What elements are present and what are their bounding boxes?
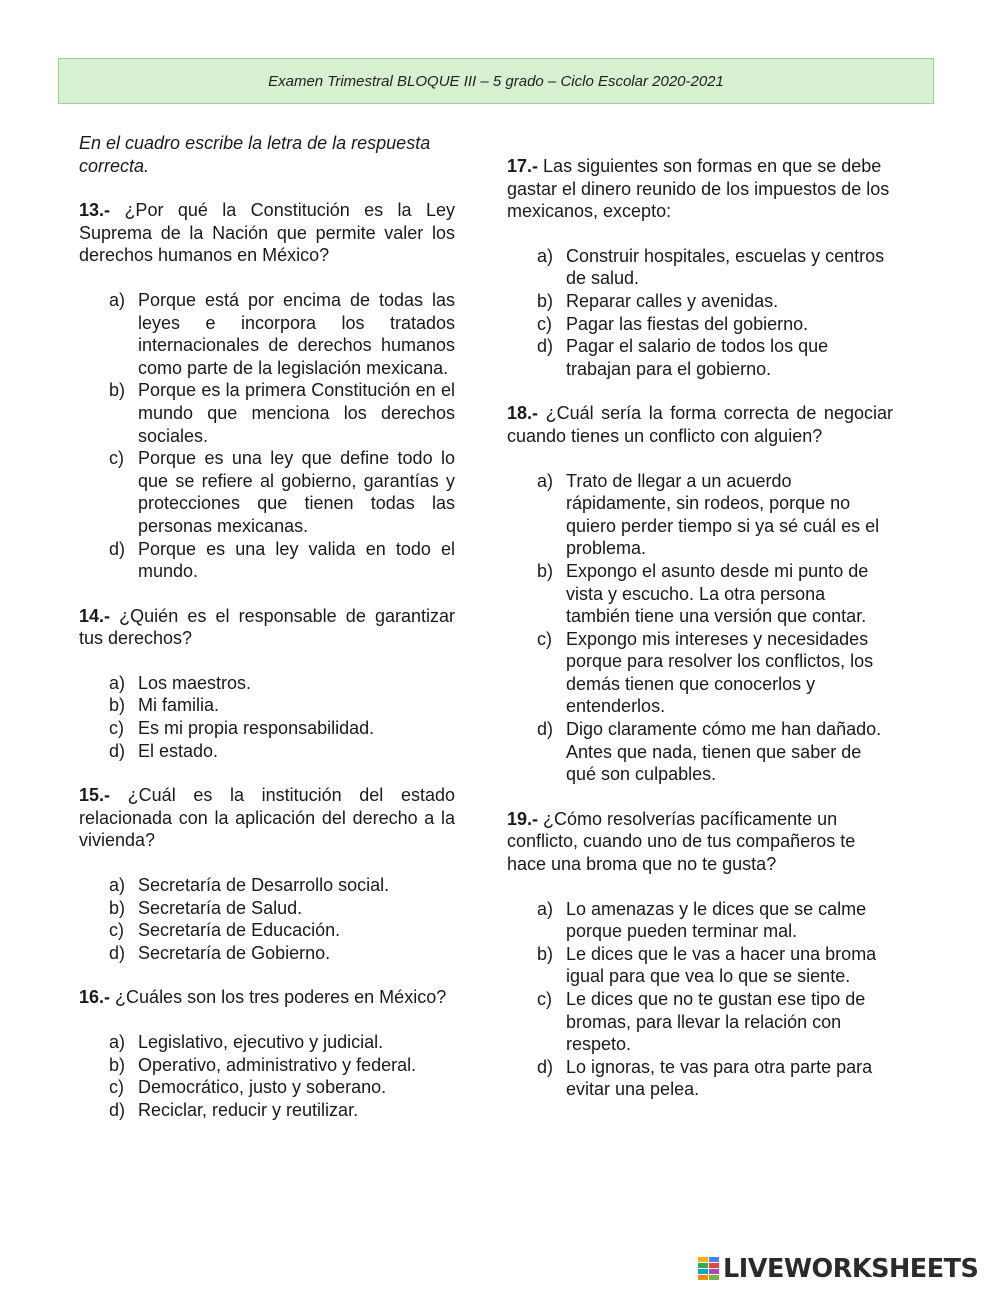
question-18 xyxy=(507,402,893,786)
option-c: c) Expongo mis intereses y necesidades porque para resolver los conflictos, los demás tienen que conocerlos y entenderlos. xyxy=(537,628,874,717)
question-text: ¿Cómo resolverías pacíficamente un conflicto, cuando uno de tus compañeros te hace una broma que no te gusta? xyxy=(507,808,856,875)
exam-title: Examen Trimestral BLOQUE III – 5 grado – Ciclo Escolar 2020-2021 xyxy=(268,72,724,90)
question-number: 19.- xyxy=(507,808,539,829)
option-a: a) Lo amenazas y le dices que se calme porque pueden terminar mal. xyxy=(537,898,867,942)
question-text: Las siguientes son formas en que se debe gastar el dinero reunido de los impuestos de los mexicanos, excepto: xyxy=(507,156,890,222)
options-list xyxy=(507,470,893,786)
liveworksheets-logo-text: LIVEWORKSHEETS xyxy=(723,1254,979,1284)
option-d: d) Reciclar, reducir y reutilizar. xyxy=(109,1099,359,1120)
question-text: ¿Cuál es la institución del estado relacionada con la aplicación del derecho a la vivienda? xyxy=(79,785,455,851)
options-list xyxy=(507,245,893,381)
option-a: a) Trato de llegar a un acuerdo rápidamente, sin rodeos, porque no quiero perder tiempo si ya sé cuál es el problema. xyxy=(537,470,880,559)
option-b: b) Operativo, administrativo y federal. xyxy=(109,1054,417,1075)
question-15 xyxy=(79,784,455,964)
question-19 xyxy=(507,808,893,1101)
question-number: 13.- xyxy=(79,200,111,221)
option-d: d) Secretaría de Gobierno. xyxy=(109,942,331,963)
options-list xyxy=(79,874,455,964)
question-number: 17.- xyxy=(507,156,539,176)
option-a: a) Secretaría de Desarrollo social. xyxy=(109,875,390,896)
option-a: a) Construir hospitales, escuelas y centros de salud. xyxy=(537,245,885,289)
question-16 xyxy=(79,986,455,1121)
question-number: 14.- xyxy=(79,605,111,626)
option-c: c) Le dices que no te gustan ese tipo de bromas, para llevar la relación con respeto. xyxy=(537,989,866,1055)
option-b: b) Porque es la primera Constitución en el mundo que menciona los derechos sociales. xyxy=(109,380,455,446)
question-text: ¿Por qué la Constitución es la Ley Suprema de la Nación que permite valer los derechos humanos en México? xyxy=(79,200,455,266)
question-14 xyxy=(79,605,455,763)
option-d: d) Porque es una ley valida en todo el mundo. xyxy=(109,538,455,582)
option-d: d) El estado. xyxy=(109,740,219,761)
question-17 xyxy=(507,155,893,380)
options-list xyxy=(79,1031,455,1121)
option-b: b) Reparar calles y avenidas. xyxy=(537,290,779,311)
left-column xyxy=(79,132,455,1143)
question-number: 15.- xyxy=(79,785,111,806)
option-b: b) Mi familia. xyxy=(109,695,220,716)
option-d: d) Lo ignoras, te vas para otra parte para evitar una pelea. xyxy=(537,1056,873,1100)
option-c: c) Secretaría de Educación. xyxy=(109,920,341,941)
question-13 xyxy=(79,199,455,583)
question-text: ¿Cuáles son los tres poderes en México? xyxy=(115,987,447,1008)
option-a: a) Porque está por encima de todas las leyes e incorpora los tratados internacionales de derechos humanos como parte de la legislación mexicana. xyxy=(109,289,455,378)
option-b: b) Le dices que le vas a hacer una broma igual para que vea lo que se siente. xyxy=(537,943,877,987)
option-c: c) Democrático, justo y soberano. xyxy=(109,1077,387,1098)
option-c: c) Es mi propia responsabilidad. xyxy=(109,718,375,739)
options-list xyxy=(507,898,893,1101)
option-d: d) Digo claramente cómo me han dañado. Antes que nada, tienen que saber de qué son culpables. xyxy=(537,719,882,785)
option-b: b) Secretaría de Salud. xyxy=(109,897,303,918)
instruction-text: En el cuadro escribe la letra de la respuesta correcta. xyxy=(79,133,431,176)
question-number: 16.- xyxy=(79,987,111,1008)
question-text: ¿Quién es el responsable de garantizar tus derechos? xyxy=(79,605,455,649)
right-column xyxy=(507,155,893,1123)
options-list xyxy=(79,289,455,583)
option-b: b) Expongo el asunto desde mi punto de vista y escucho. La otra persona también tiene una versión que contar. xyxy=(537,560,869,627)
option-a: a) Los maestros. xyxy=(109,672,252,693)
option-c: c) Pagar las fiestas del gobierno. xyxy=(537,313,809,334)
liveworksheets-logo xyxy=(698,1255,978,1283)
option-d: d) Pagar el salario de todos los que trabajan para el gobierno. xyxy=(537,336,829,379)
options-list xyxy=(79,672,455,762)
question-text: ¿Cuál sería la forma correcta de negociar cuando tienes un conflicto con alguien? xyxy=(507,403,893,446)
option-c: c) Porque es una ley que define todo lo que se refiere al gobierno, garantías y protecciones que tienen todas las personas mexicanas. xyxy=(109,448,455,536)
exam-header xyxy=(58,58,934,104)
option-a: a) Legislativo, ejecutivo y judicial. xyxy=(109,1032,384,1052)
question-number: 18.- xyxy=(507,403,539,424)
liveworksheets-logo-icon xyxy=(698,1257,720,1281)
